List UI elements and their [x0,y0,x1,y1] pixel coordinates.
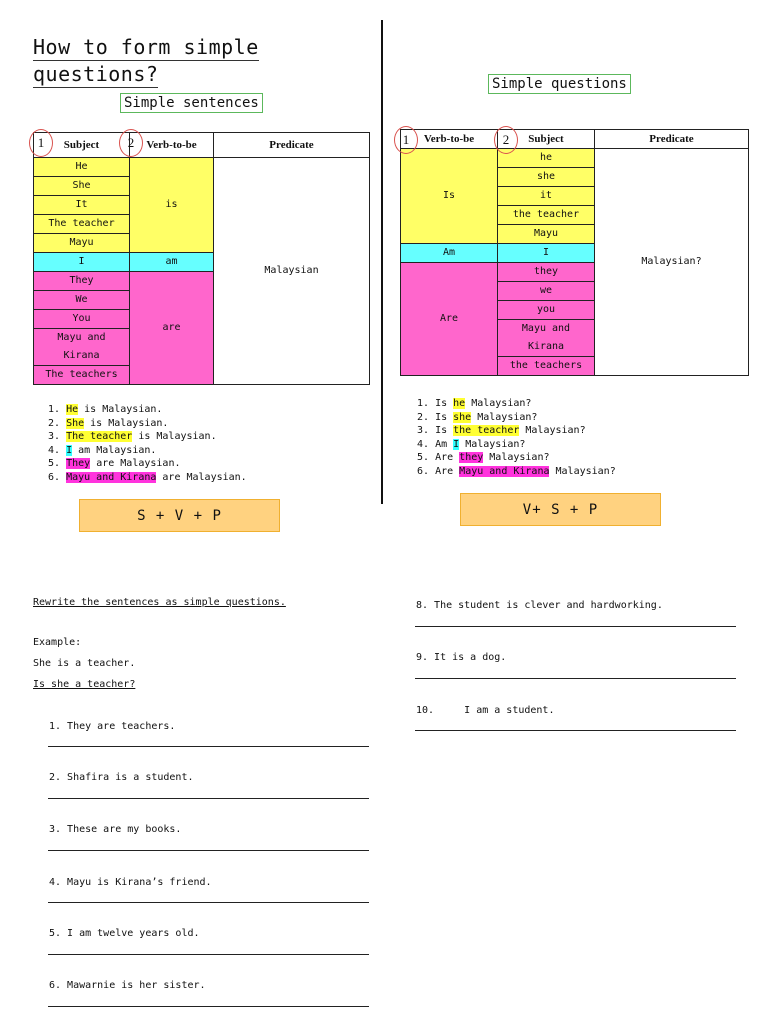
subject-cell: Mayu and [34,329,130,348]
exercise-item: 6. Mawarnie is her sister. [49,980,206,991]
step-1-circle: 1 [394,126,418,154]
subject-cell: he [498,149,595,168]
exercise-item: 3. These are my books. [49,824,182,835]
verb-is-cell: Is [401,149,498,244]
example-label: Example: [33,637,82,648]
subject-cell: they [498,263,595,282]
header-verb: Verb-to-be [401,130,498,149]
subject-cell: she [498,168,595,187]
verb-is-cell: is [130,158,214,253]
subject-cell: He [34,158,130,177]
list-item: 1. He is Malaysian. [48,404,163,415]
main-title [33,34,259,88]
formula-vsp: V+ S + P [460,493,661,526]
list-item: 5. They are Malaysian. [48,458,181,469]
simple-sentences-title: Simple sentences [120,93,263,113]
sentences-list [48,403,247,484]
simple-questions-title: Simple questions [488,74,631,94]
questions-table [400,129,749,376]
formula-svp: S + V + P [79,499,280,532]
subject-cell: we [498,282,595,301]
subject-cell: you [498,301,595,320]
header-predicate: Predicate [595,130,749,149]
subject-cell: the teacher [498,206,595,225]
subject-cell: I [498,244,595,263]
subject-cell: Kirana [498,338,595,357]
list-item: 5. Are they Malaysian? [417,452,550,463]
step-1-circle: 1 [29,129,53,157]
subject-cell: The teacher [34,215,130,234]
subject-cell: Kirana [34,347,130,366]
answer-line[interactable] [48,798,369,799]
main-title-line1: How to form simple [33,35,259,59]
sentences-table [33,132,370,385]
list-item: 3. The teacher is Malaysian. [48,431,217,442]
list-item: 6. Mayu and Kirana are Malaysian. [48,471,247,483]
list-item: 2. She is Malaysian. [48,417,169,429]
verb-are-cell: Are [401,263,498,376]
answer-line[interactable] [48,954,369,955]
subject-cell: the teachers [498,357,595,376]
predicate-cell: Malaysian? [595,149,749,376]
list-item: 1. Is he Malaysian? [417,398,532,409]
subject-cell: You [34,310,130,329]
header-subject: Subject [34,133,130,158]
list-item: 3. Is the teacher Malaysian? [417,425,586,436]
subject-cell: She [34,177,130,196]
subject-cell: We [34,291,130,310]
list-item: 4. Am I Malaysian? [417,438,526,450]
exercise-item: 1. They are teachers. [49,721,176,732]
header-verb: Verb-to-be [130,133,214,158]
exercise-instruction: Rewrite the sentences as simple questions. [33,597,286,608]
answer-line[interactable] [415,678,736,679]
answer-line[interactable] [48,746,369,747]
header-subject: Subject [498,130,595,149]
subject-cell: They [34,272,130,291]
exercise-item: 10. I am a student. [416,705,555,716]
exercise-item: 8. The student is clever and hardworking. [416,600,663,611]
answer-line[interactable] [48,1006,369,1007]
verb-are-cell: are [130,272,214,385]
header-predicate: Predicate [214,133,370,158]
step-2-circle: 2 [494,126,518,154]
subject-cell: Mayu and [498,320,595,339]
main-title-line2: questions? [33,62,159,86]
exercise-item: 5. I am twelve years old. [49,928,200,939]
exercise-item: 9. It is a dog. [416,652,507,663]
subject-cell: The teachers [34,366,130,385]
predicate-cell: Malaysian [214,158,370,385]
subject-cell: Mayu [34,234,130,253]
exercise-item: 4. Mayu is Kirana’s friend. [49,877,212,888]
exercise-item: 2. Shafira is a student. [49,772,194,783]
subject-cell: It [34,196,130,215]
list-item: 2. Is she Malaysian? [417,411,538,423]
verb-am-cell: Am [401,244,498,263]
step-2-circle: 2 [119,129,143,157]
answer-line[interactable] [48,850,369,851]
example-sentence: She is a teacher. [33,658,136,669]
answer-line[interactable] [415,730,736,731]
answer-line[interactable] [415,626,736,627]
subject-cell: I [34,253,130,272]
questions-list [417,397,616,478]
list-item: 6. Are Mayu and Kirana Malaysian? [417,465,616,477]
example-question: Is she a teacher? [33,679,136,690]
subject-cell: it [498,187,595,206]
subject-cell: Mayu [498,225,595,244]
verb-am-cell: am [130,253,214,272]
answer-line[interactable] [48,902,369,903]
column-divider [381,20,383,504]
list-item: 4. I am Malaysian. [48,444,157,456]
